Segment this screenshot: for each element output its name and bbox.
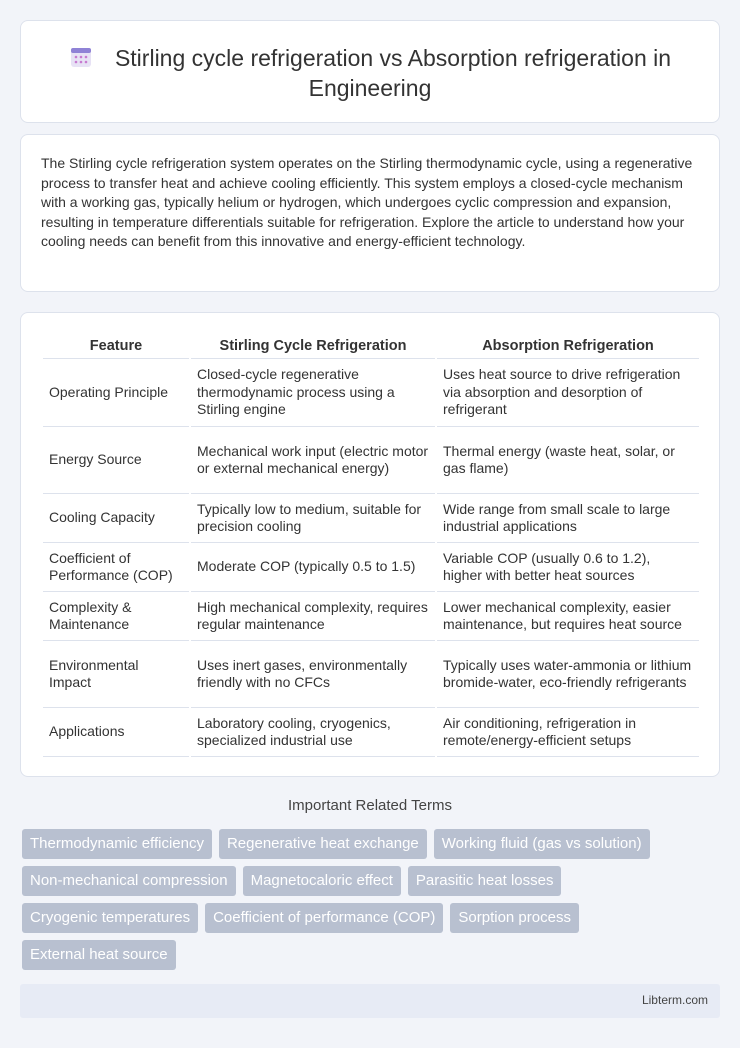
table-cell: Wide range from small scale to large industrial applications [437, 494, 699, 543]
related-term-tag[interactable]: Thermodynamic efficiency [22, 829, 212, 859]
related-term-tag[interactable]: Regenerative heat exchange [219, 829, 427, 859]
intro-paragraph: The Stirling cycle refrigeration system operates on the Stirling thermodynamic cycle, using a regenerative process to transfer heat and achieve cooling efficiently. This system employs a closed-cycle mechanism with a working gas, typically helium or hydrogen, which undergoes cyclic compression and expansion, resulting in temperature differentials suitable for refrigeration. Explore the article to understand how your cooling needs can benefit from this innovative and energy-efficient technology. [41, 155, 693, 250]
related-term-tag[interactable]: Cryogenic temperatures [22, 903, 198, 933]
table-row [43, 543, 699, 592]
table-cell: Typically low to medium, suitable for precision cooling [191, 494, 435, 543]
table-cell: Cooling Capacity [43, 494, 189, 543]
related-term-tag[interactable]: Non-mechanical compression [22, 866, 236, 896]
related-terms-list [22, 829, 702, 970]
related-term-tag[interactable]: Working fluid (gas vs solution) [434, 829, 650, 859]
table-cell: Uses heat source to drive refrigeration via absorption and desorption of refrigerant [437, 359, 699, 427]
comparison-table [41, 333, 701, 757]
table-row [43, 494, 699, 543]
table-cell: Moderate COP (typically 0.5 to 1.5) [191, 543, 435, 592]
table-cell: Applications [43, 708, 189, 757]
table-header-row [43, 333, 699, 359]
table-row [43, 641, 699, 708]
footer-site-link[interactable]: Libterm.com [641, 993, 708, 1007]
table-cell: Energy Source [43, 427, 189, 494]
table-row [43, 592, 699, 641]
table-row [43, 359, 699, 427]
table-cell: Mechanical work input (electric motor or external mechanical energy) [191, 427, 435, 494]
related-term-tag[interactable]: Magnetocaloric effect [243, 866, 401, 896]
page-title: Stirling cycle refrigeration vs Absorption refrigeration in Engineering [114, 45, 672, 101]
related-term-tag[interactable]: Parasitic heat losses [408, 866, 562, 896]
table-cell: Environmental Impact [43, 641, 189, 708]
table-cell: Lower mechanical complexity, easier maintenance, but requires heat source [437, 592, 699, 641]
table-cell: Uses inert gases, environmentally friendly with no CFCs [191, 641, 435, 708]
table-header: Stirling Cycle Refrigeration [191, 333, 435, 359]
table-row [43, 708, 699, 757]
related-term-tag[interactable]: Coefficient of performance (COP) [205, 903, 443, 933]
related-term-tag[interactable]: Sorption process [450, 903, 579, 933]
table-row [43, 427, 699, 494]
footer [20, 984, 720, 1018]
related-term-tag[interactable]: External heat source [22, 940, 176, 970]
table-cell: Operating Principle [43, 359, 189, 427]
table-header: Feature [43, 333, 189, 359]
table-cell: Complexity & Maintenance [43, 592, 189, 641]
table-cell: Laboratory cooling, cryogenics, specialized industrial use [191, 708, 435, 757]
table-cell: Thermal energy (waste heat, solar, or gas flame) [437, 427, 699, 494]
page-title-wrap [21, 43, 719, 103]
table-header: Absorption Refrigeration [437, 333, 699, 359]
related-terms-title: Important Related Terms [288, 797, 452, 814]
table-cell: Variable COP (usually 0.6 to 1.2), higher with better heat sources [437, 543, 699, 592]
table-cell: Air conditioning, refrigeration in remote/energy-efficient setups [437, 708, 699, 757]
title-card [20, 20, 720, 123]
intro-card [20, 134, 720, 292]
table-cell: Coefficient of Performance (COP) [43, 543, 189, 592]
table-cell: Typically uses water-ammonia or lithium bromide-water, eco-friendly refrigerants [437, 641, 699, 708]
calendar-grid-icon [69, 45, 93, 69]
table-cell: Closed-cycle regenerative thermodynamic process using a Stirling engine [191, 359, 435, 427]
table-cell: High mechanical complexity, requires regular maintenance [191, 592, 435, 641]
comparison-card [20, 312, 720, 777]
